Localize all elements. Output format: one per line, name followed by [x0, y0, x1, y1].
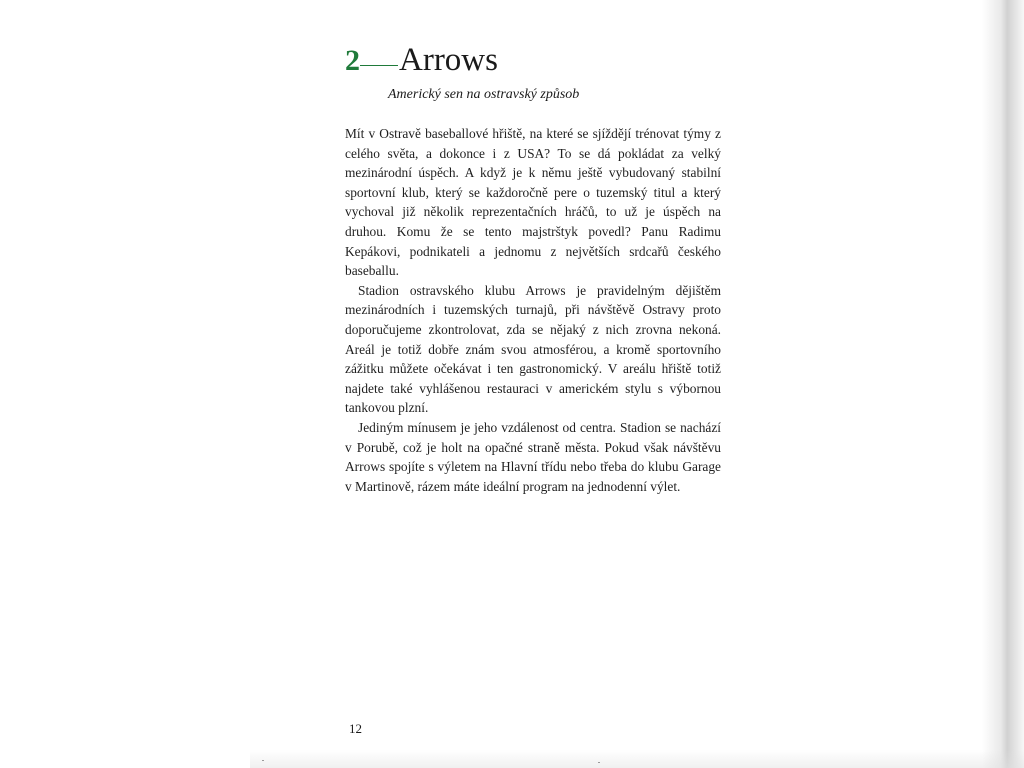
scan-speck	[598, 762, 600, 763]
scan-speck	[262, 760, 264, 761]
chapter-header	[345, 44, 705, 103]
paragraph-2: Stadion ostravského klubu Arrows je pravidelným dějištěm mezinárodních i tuzemských turnajů, při návštěvě Ostravy proto doporučujeme zkontrolovat, zda se nějaký z nich zrovna nekoná. Areál je totiž dobře znám svou atmosférou, a kromě sportovního zážitku můžete očekávat i ten gastronomický. V areálu hřiště totiž najdete také vyhlášenou restauraci v americkém stylu s výbornou tankovou plzní.	[345, 282, 721, 416]
chapter-rule	[360, 65, 398, 66]
chapter-subtitle: Americký sen na ostravský způsob	[388, 87, 580, 102]
chapter-title: Arrows	[399, 42, 498, 78]
page-edge-shadow	[982, 0, 1024, 768]
body-text	[345, 124, 721, 496]
chapter-number: 2	[345, 44, 360, 77]
chapter-title-line	[345, 44, 705, 86]
paragraph-1: Mít v Ostravě baseballové hřiště, na které se sjíždějí trénovat týmy z celého světa, a dokonce i z USA? To se dá pokládat za velký mezinárodní úspěch. A když je k němu ještě vybudovaný stabilní sportovní klub, který se každoročně pere o tuzemský titul a který vychoval již několik reprezentačních hráčů, to už je úspěch na druhou. Komu že se tento majstrštyk povedl? Panu Radimu Kepákovi, podnikateli a jednomu z největších srdcařů českého baseballu.	[345, 126, 721, 279]
page-bottom-shadow	[250, 750, 1024, 768]
page-number: 12	[349, 721, 362, 736]
paragraph-3: Jediným mínusem je jeho vzdálenost od centra. Stadion se nachází v Porubě, což je holt na opačné straně města. Pokud však návštěvu Arrows spojíte s výletem na Hlavní třídu nebo třeba do klubu Garage v Martinově, rázem máte ideální program na jednodenní výlet.	[345, 419, 721, 494]
